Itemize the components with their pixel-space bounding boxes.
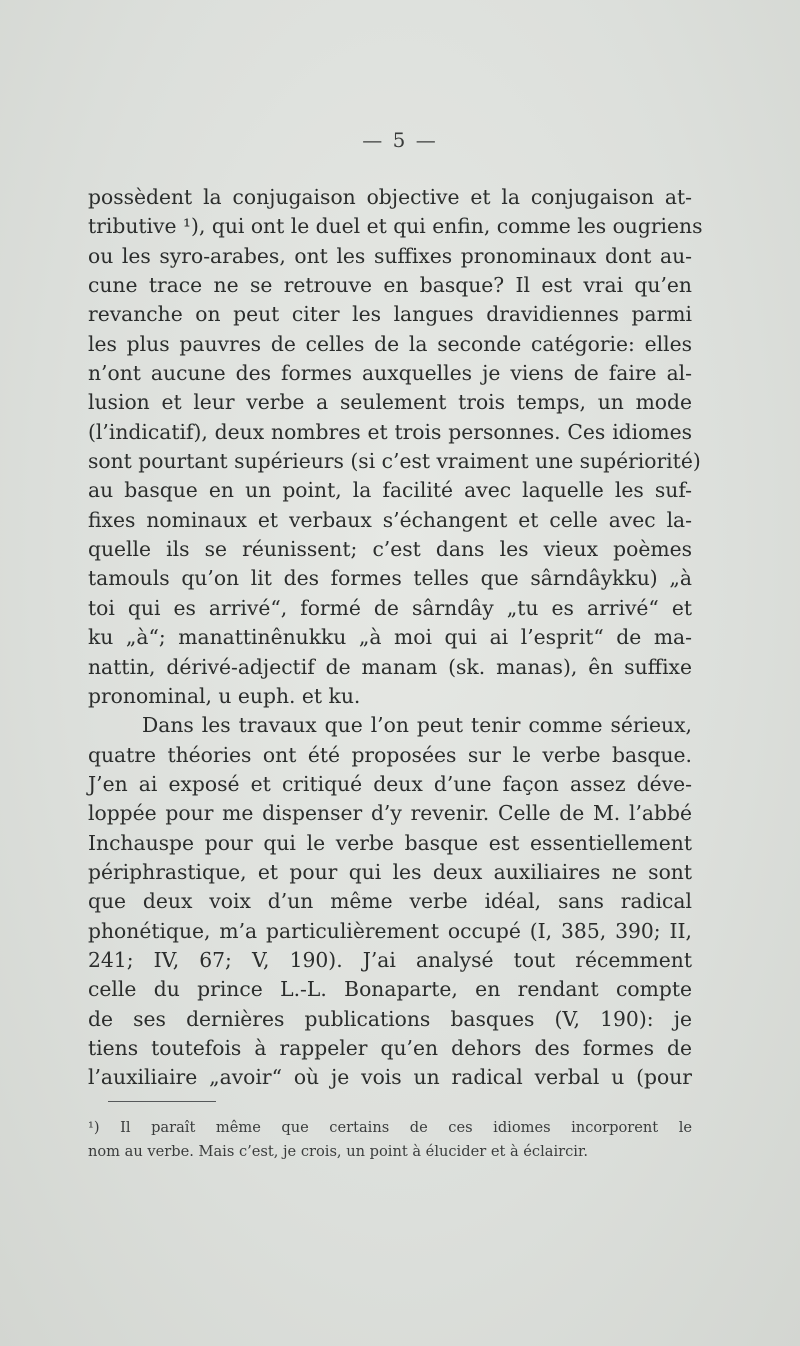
text-line: sont pourtant supérieurs (si c’est vraiment une supériorité)	[88, 449, 701, 474]
text-line: au basque en un point, la facilité avec laquelle les suf-	[88, 478, 692, 503]
text-line: phonétique, m’a particulièrement occupé (I, 385, 390; II,	[88, 918, 692, 943]
text-line: cune trace ne se retrouve en basque? Il est vrai qu’en	[88, 273, 692, 298]
footnote-line: ¹) Il paraît même que certains de ces idiomes incorporent le	[88, 1119, 692, 1136]
text-line: tamouls qu’on lit des formes telles que sârndâykku) „à	[88, 566, 692, 591]
body-text	[88, 183, 703, 1093]
text-line: toi qui es arrivé“, formé de sârndây „tu es arrivé“ et	[88, 595, 692, 620]
text-line: ku „à“; manattinênukku „à moi qui ai l’esprit“ de ma-	[88, 625, 692, 650]
text-line: lusion et leur verbe a seulement trois temps, un mode	[88, 390, 692, 415]
page-number: — 5 —	[362, 128, 438, 152]
footnote-divider	[108, 1101, 216, 1102]
paragraph-start-line: Dans les travaux que l’on peut tenir comme sérieux,	[142, 713, 692, 738]
text-line: quatre théories ont été proposées sur le verbe basque.	[88, 742, 692, 767]
text-line: de ses dernières publications basques (V, 190): je	[88, 1006, 692, 1031]
text-line: quelle ils se réunissent; c’est dans les vieux poèmes	[88, 537, 692, 562]
text-line: possèdent la conjugaison objective et la conjugaison at-	[88, 185, 692, 209]
text-line: loppée pour me dispenser d’y revenir. Celle de M. l’abbé	[88, 801, 692, 826]
text-line: que deux voix d’un même verbe idéal, sans radical	[88, 889, 692, 914]
text-line: fixes nominaux et verbaux s’échangent et celle avec la-	[88, 507, 692, 532]
text-line: nattin, dérivé-adjectif de manam (sk. manas), ên suffixe	[88, 654, 692, 679]
text-line: pronominal, u euph. et ku.	[88, 683, 361, 708]
text-line: (l’indicatif), deux nombres et trois personnes. Ces idiomes	[88, 419, 692, 444]
text-line: J’en ai exposé et critiqué deux d’une façon assez déve-	[88, 771, 692, 796]
text-line: ou les syro-arabes, ont les suffixes pronominaux dont au-	[88, 243, 692, 268]
text-line: les plus pauvres de celles de la seconde catégorie: elles	[88, 331, 692, 356]
text-line: 241; IV, 67; V, 190). J’ai analysé tout récemment	[88, 947, 692, 972]
footnote-line: nom au verbe. Mais c’est, je crois, un point à élucider et à éclaircir.	[88, 1143, 588, 1160]
text-line: celle du prince L.-L. Bonaparte, en rendant compte	[88, 977, 692, 1002]
footnote	[88, 1116, 692, 1164]
text-line: tiens toutefois à rappeler qu’en dehors des formes de	[88, 1035, 692, 1060]
text-line: l’auxiliaire „avoir“ où je vois un radical verbal u (pour	[88, 1065, 692, 1090]
text-line: Inchauspe pour qui le verbe basque est essentiellement	[88, 830, 692, 855]
text-line: revanche on peut citer les langues dravidiennes parmi	[88, 302, 692, 327]
text-line: tributive ¹), qui ont le duel et qui enfin, comme les ougriens	[88, 214, 703, 239]
text-line: n’ont aucune des formes auxquelles je viens de faire al-	[88, 361, 692, 386]
text-line: périphrastique, et pour qui les deux auxiliaires ne sont	[88, 859, 692, 884]
